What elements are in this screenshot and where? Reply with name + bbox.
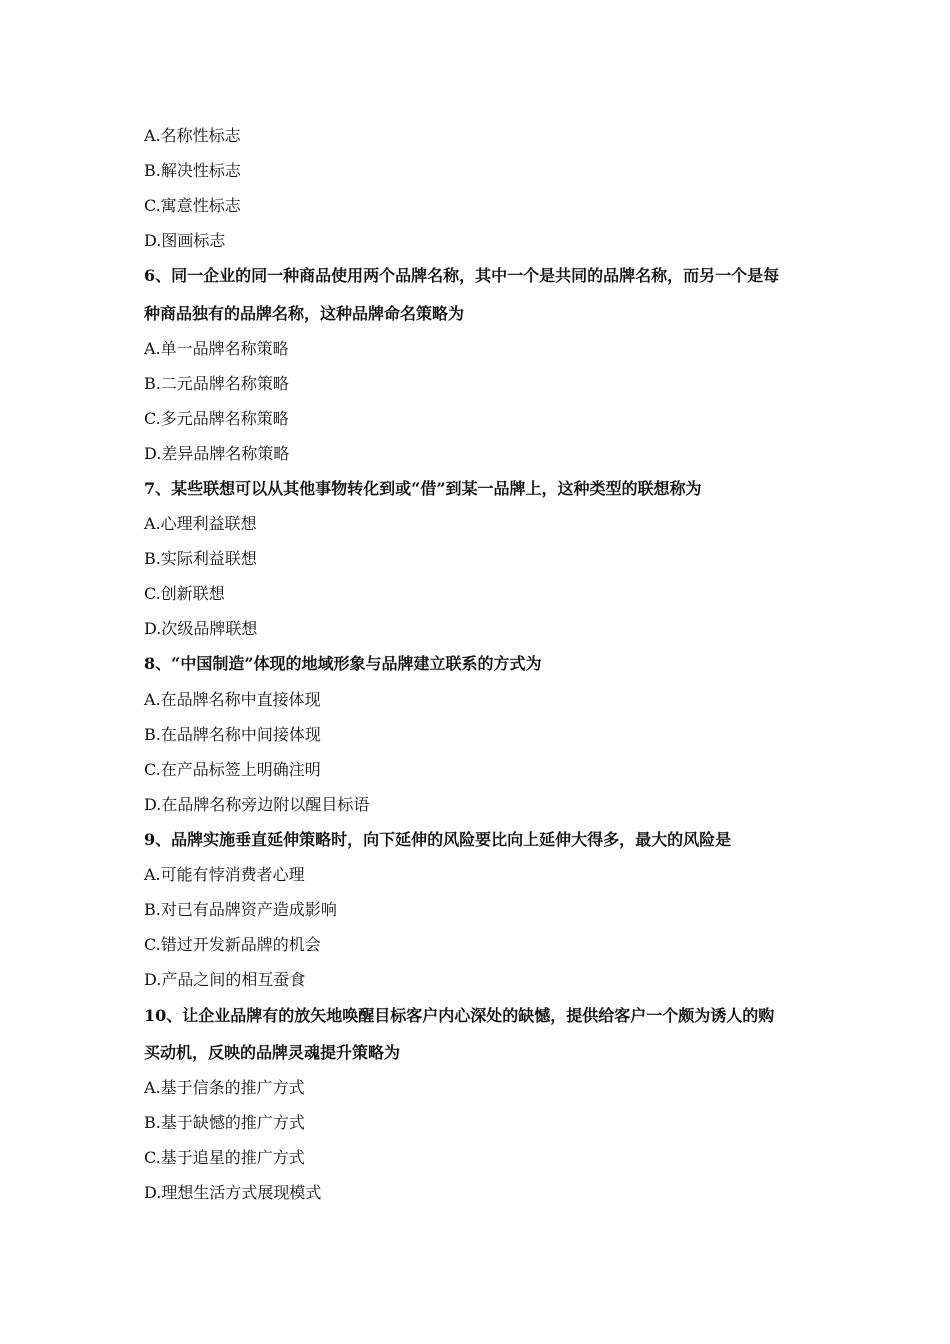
option-line: A.在品牌名称中直接体现 — [144, 690, 321, 709]
option-line: A.可能有悖消费者心理 — [144, 865, 305, 884]
option-line: A.心理利益联想 — [144, 514, 257, 533]
option-line: B.基于缺憾的推广方式 — [144, 1113, 305, 1132]
question-line: 9、品牌实施垂直延伸策略时，向下延伸的风险要比向上延伸大得多，最大的风险是 — [144, 830, 732, 849]
question-line: 8、“中国制造”体现的地域形象与品牌建立联系的方式为 — [144, 654, 542, 673]
option-line: C.基于追星的推广方式 — [144, 1148, 305, 1167]
option-line: C.多元品牌名称策略 — [144, 409, 289, 428]
option-line: C.在产品标签上明确注明 — [144, 760, 321, 779]
question-line: 10、让企业品牌有的放矢地唤醒目标客户内心深处的缺憾，提供给客户一个颇为诱人的购 — [144, 1006, 775, 1025]
option-line: B.在品牌名称中间接体现 — [144, 725, 321, 744]
question-line: 7、某些联想可以从其他事物转化到或“借”到某一品牌上，这种类型的联想称为 — [144, 479, 702, 498]
option-line: B.实际利益联想 — [144, 549, 257, 568]
option-line: A.基于信条的推广方式 — [144, 1078, 305, 1097]
option-line: A.单一品牌名称策略 — [144, 339, 289, 358]
question-line: 种商品独有的品牌名称，这种品牌命名策略为 — [144, 304, 465, 323]
option-line: C.寓意性标志 — [144, 196, 241, 215]
option-line: B.解决性标志 — [144, 161, 241, 180]
option-line: C.创新联想 — [144, 584, 225, 603]
option-line: D.产品之间的相互蚕食 — [144, 970, 306, 989]
option-line: C.错过开发新品牌的机会 — [144, 935, 321, 954]
option-line: D.次级品牌联想 — [144, 619, 258, 638]
option-line: A.名称性标志 — [144, 126, 241, 145]
option-line: B.二元品牌名称策略 — [144, 374, 289, 393]
option-line: D.差异品牌名称策略 — [144, 444, 290, 463]
option-line: D.在品牌名称旁边附以醒目标语 — [144, 795, 370, 814]
question-line: 6、同一企业的同一种商品使用两个品牌名称，其中一个是共同的品牌名称，而另一个是每 — [144, 266, 780, 285]
option-line: D.理想生活方式展现模式 — [144, 1183, 322, 1202]
question-line: 买动机，反映的品牌灵魂提升策略为 — [144, 1043, 401, 1062]
option-line: B.对已有品牌资产造成影响 — [144, 900, 337, 919]
option-line: D.图画标志 — [144, 231, 226, 250]
